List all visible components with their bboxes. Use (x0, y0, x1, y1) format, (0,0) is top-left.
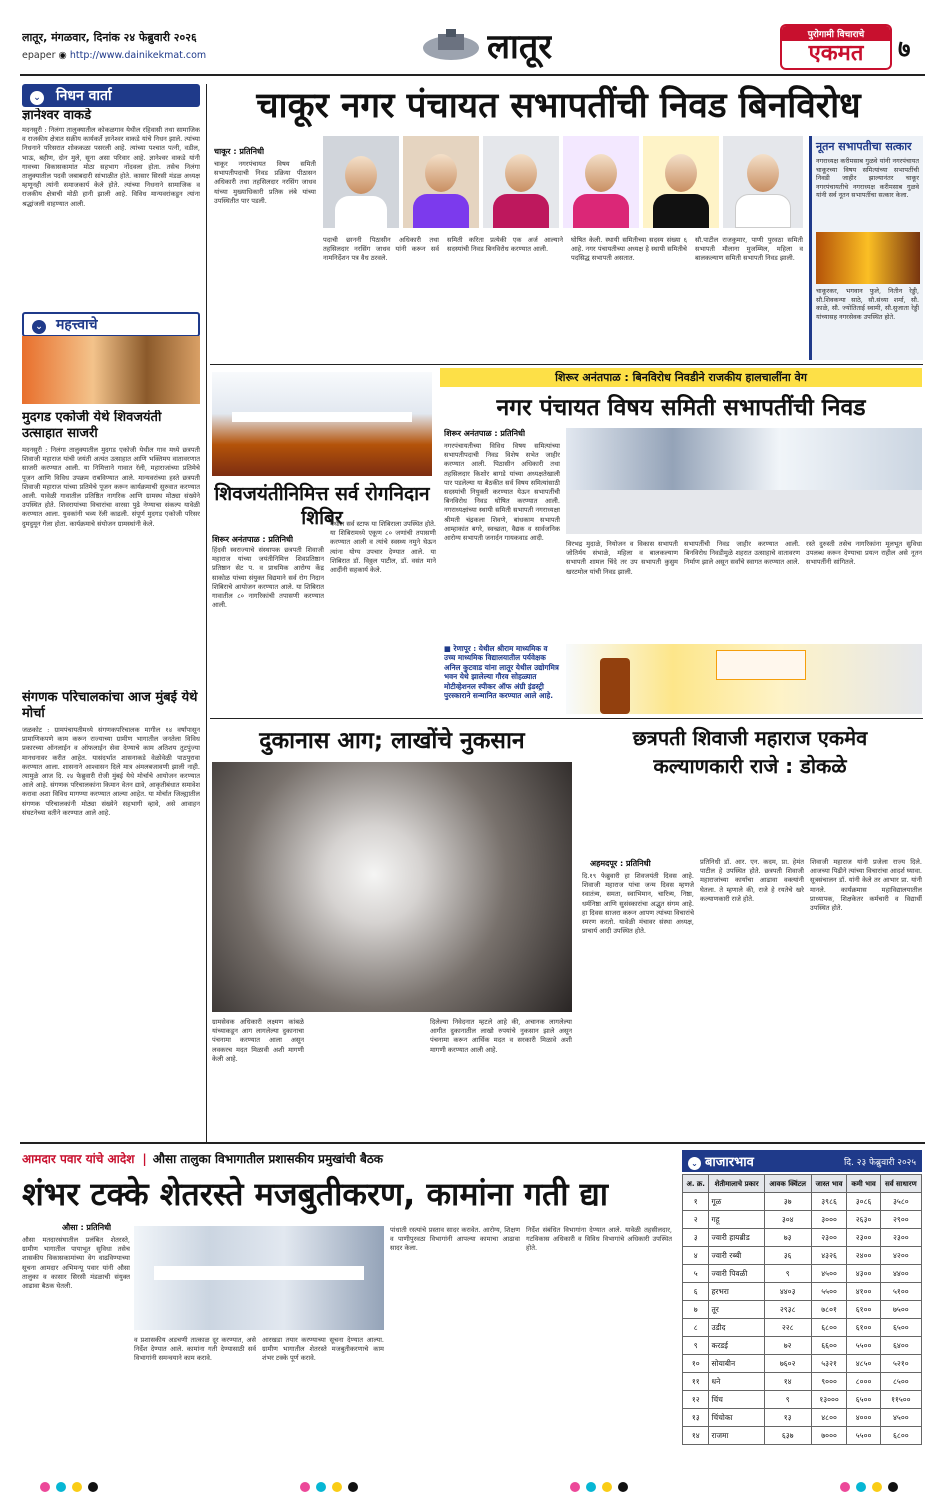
fire-body2: दिलेल्या निवेदनात म्हटले आहे की, अचानक लागलेल्या आगीत दुकानातील लाखो रुपयांचे नुकसान झाले असून पंचनामा करून आर्थिक मदत व सरकारी मिळावे अशी मागणी करण्यात आली आहे. (430, 1018, 572, 1054)
nidhan-section-head (22, 84, 200, 107)
shirur-body2: विरभद्र मुदाळे, नियोजन व विकास सभापती जोतिर्मय संभाळे, महिला व बालकल्याण सभापती शामल चिंदे तर उप सभापती कुसुम खरटमोल यांची निवड झाली. (566, 540, 678, 576)
table-cell: ज्वारी हायब्रीड (709, 1229, 764, 1247)
table-row (683, 1283, 922, 1301)
shivaji-headline-2: कल्याणकारी राजे : डोकळे (653, 754, 847, 778)
table-cell: १० (683, 1355, 709, 1373)
renapur-label: रेणापूर : (453, 644, 477, 653)
table-cell: ८००० (847, 1373, 880, 1391)
table-cell: ७००० (811, 1427, 847, 1445)
table-cell: २३०० (847, 1229, 880, 1247)
renapur-body: येथील श्रीराम माध्यमिक व उच्च माध्यमिक विद्यालयातील पर्यवेक्षक अनिल कुटवाड यांना लातूर येथील उद्योगमित्र भवन येथे झालेल्या गौरव सोहळ्यात मोटीव्हेशनल स्पीकर ऑफ अंग्री इंडस्ट्री पुरस्काराने सन्मानित करण्यात आले आहे. (444, 644, 559, 701)
table-cell: ९००० (811, 1373, 847, 1391)
table-row (683, 1409, 922, 1427)
shirur-byline: शिरूर अनंतपाळ : प्रतिनिधी (444, 429, 526, 438)
table-cell: ५१०० (880, 1283, 921, 1301)
table-cell: ३५८० (880, 1193, 921, 1211)
table-cell: २ (683, 1211, 709, 1229)
brand-name: एकमत (808, 41, 864, 66)
registration-dot (72, 1482, 82, 1492)
table-cell: ९ (764, 1391, 811, 1409)
table-cell: ३ (683, 1229, 709, 1247)
portrait-photo (643, 136, 719, 228)
table-cell: ७ (683, 1301, 709, 1319)
registration-dot (40, 1482, 50, 1492)
chevron-down-icon: ⌄ (32, 320, 46, 334)
registration-marks (0, 1478, 945, 1496)
website-link[interactable]: http://www.dainikekmat.com (69, 50, 207, 61)
row-rule (210, 718, 923, 719)
shirur-body: नगरपंचायतीच्या विविध विषय समित्यांच्या सभापतीपदाची निवड विशेष सभेत जाहीर करण्यात आली. पिठासीन अधिकारी तथा तहसिलदार किशोर बागडे यांच्या अध्यक्षतेखाली पार पडलेल्या या बैठकीत सर्व विषय समित्यांसाठी सदस्यांची नियुक्ती करण्यात येऊन सभापतींची बिनविरोध निवड घोषित करण्यात आली. नगराध्यक्षांच्या स्थायी समिती सभापती नगराध्यक्षा श्रीमती चंद्रकला शिवणे, बांधकाम सभापती आम्हाकांत बगरे, स्वच्छता, वैद्यक व सार्वजनिक आरोग्य सभापती जनार्दन गायकवाड आदी. (444, 442, 560, 543)
dateline: लातूर, मंगळवार, दिनांक २४ फेब्रुवारी २०२६ (22, 31, 197, 44)
felicitation-photo (816, 232, 920, 284)
registration-dot (300, 1482, 310, 1492)
table-cell: ३९८६ (811, 1193, 847, 1211)
market-header (682, 1150, 922, 1172)
nidhan-body: मदनसुरी : निलंगा तालुक्यातील कोकळगाव येथील रहिवासी तथा सामाजिक व राजकीय क्षेत्रात सक्रीय कार्यकर्ते ज्ञानेश्वर वाकडे यांचे निधन झाले. त्यांच्या निधनाने परिसरात शोककळा पसरली आहे. त्यांच्या पश्चात पत्नी, वडील, भाऊ, बहीण, दोन मुले, सूना असा परिवार आहे. ज्ञानेश्वर वाकडे यांनी गावच्या विकासकामांत मोठा सहभाग नोंदवला होता. तसेच निलंगा तालुक्यातील पदवी जबाबदारी सांभाळीत होते. कासार सिरसी मंडळ अध्यक्ष म्हणूनही त्यांनी समाजकार्य केले होते. त्यांच्या निधनाने सामाजिक व राजकीय क्षेत्राची मोठी हानी झाली आहे. विविध मान्यवरांकडून त्यांना श्रद्धांजली वाहण्यात आली. (22, 126, 200, 208)
table-cell: ६८०० (811, 1319, 847, 1337)
main-headline: चाकूर नगर पंचायत सभापतींची निवड बिनविरोध (256, 86, 861, 126)
table-cell: ५ (683, 1265, 709, 1283)
registration-dot (618, 1482, 628, 1492)
table-cell: ६६०० (811, 1337, 847, 1355)
fire-headline: दुकानास आग; लाखोंचे नुकसान (259, 728, 525, 754)
table-cell: गूळ (709, 1193, 764, 1211)
globe-icon: ◉ (58, 50, 67, 61)
table-cell: ४८०० (811, 1409, 847, 1427)
table-cell: ११ (683, 1373, 709, 1391)
table-cell: ६४०० (880, 1337, 921, 1355)
table-cell: ६१०० (847, 1301, 880, 1319)
table-cell: ७८०१ (811, 1301, 847, 1319)
shivjayanti-photo (22, 336, 200, 404)
table-cell: २९३८ (764, 1301, 811, 1319)
shivaji-headline-1: छत्रपती शिवाजी महाराज एकमेव (632, 726, 868, 750)
fire-main-photo (212, 762, 572, 1012)
registration-dot (586, 1482, 596, 1492)
sidebox-body: नगराध्यक्ष करीमसाब गुळवे यांनी नगरपंचायत चाकूरच्या विषय समित्यांच्या सभापतींची निवडी जाहीर झाल्यानंतर चाकूर नगरपंचायतीचे नगराध्यक्ष करीमसाब गुळवे यांनी सर्व नूतन सभापतींचा सत्कार केला. (816, 157, 919, 200)
shirur-meeting-photo (566, 428, 922, 534)
mahattvache-section-head (22, 312, 200, 337)
bottom-body5: निर्देश संबंधित विभागांना देण्यात आले. यावेळी तहसीलदार, गटविकास अधिकारी व विविध विभागांचे अधिकारी उपस्थित होते. (526, 1226, 672, 1253)
table-cell: हरभरा (709, 1283, 764, 1301)
table-cell: करडई (709, 1337, 764, 1355)
epaper-line (22, 50, 206, 61)
table-row (683, 1337, 922, 1355)
table-row (683, 1193, 922, 1211)
table-cell: ११५०० (880, 1391, 921, 1409)
felicitation-sidebox (809, 136, 923, 360)
table-cell: २९०० (880, 1211, 921, 1229)
registration-dot (570, 1482, 580, 1492)
main-byline: चाकूर : प्रतिनिधी (214, 147, 265, 156)
table-cell: ज्वारी पिवळी (709, 1265, 764, 1283)
bottom-strip (22, 1150, 672, 1168)
table-cell: धने (709, 1373, 764, 1391)
shivaji-body3: शिवाजी महाराज यांनी प्रजेला राज्य दिले. आजच्या पिढीने त्यांच्या विचारांचा आदर्श घ्यावा. सूत्रसंचालन डॉ. यांनी केले तर आभार प्रा. यांनी मानले. कार्यक्रमास महाविद्यालयातील प्राध्यापक, शिक्षकेतर कर्मचारी व विद्यार्थी उपस्थित होते. (810, 858, 922, 913)
main-col3: समिती करिता प्रत्येकी एक अर्ज आल्याने सदस्यांची निवड बिनविरोध करण्यात आली. (447, 236, 563, 254)
main-col2: पदाची छाननी पिठासीन अधिकारी तथा तहसिलदार नरसिंग जाधव यांनी करून सर्व नामनिर्देशन पत्र वैध ठरवले. (323, 236, 439, 263)
city-title: लातूर (487, 27, 553, 67)
table-cell: ३०८६ (847, 1193, 880, 1211)
table-cell: ४३२६ (811, 1247, 847, 1265)
table-cell: ४४०० (880, 1265, 921, 1283)
table-cell: ९ (683, 1337, 709, 1355)
market-column-header: शेतीमालाचे प्रकार (709, 1175, 764, 1193)
award-ceremony-photo (566, 644, 922, 714)
registration-dot (602, 1482, 612, 1492)
bottom-body: औसा मतदारसंघातील प्रलंबित शेतरस्ते, ग्रामीण भागातील पायाभूत सुविधा तसेच शासकीय विकासकामांच्या वेग वाढविण्याच्या सूचना आमदार अभिमन्यू पवार यांनी औसा तालुका व कासार सिरसी मंडळाची संयुक्त आढावा बैठक घेतली. (22, 1236, 130, 1291)
table-cell: १२ (683, 1391, 709, 1409)
table-cell: तूर (709, 1301, 764, 1319)
row-rule (210, 364, 923, 365)
table-cell: ७३ (764, 1229, 811, 1247)
table-cell: ६३७ (764, 1427, 811, 1445)
table-cell: ३७ (764, 1193, 811, 1211)
chevron-down-icon: ⌄ (30, 91, 44, 105)
market-column-header: कमी भाव (847, 1175, 880, 1193)
table-cell: ५५०० (847, 1427, 880, 1445)
table-cell: १३ (683, 1409, 709, 1427)
table-cell: १३००० (811, 1391, 847, 1409)
table-cell: ४५०० (880, 1409, 921, 1427)
market-table (682, 1174, 922, 1445)
table-cell: ७५०० (880, 1301, 921, 1319)
table-cell: ज्वारी रब्बी (709, 1247, 764, 1265)
brand-box (780, 24, 892, 70)
section-rule (20, 1142, 925, 1144)
table-cell: १४ (683, 1427, 709, 1445)
table-cell: ४५०० (811, 1265, 847, 1283)
table-row (683, 1427, 922, 1445)
registration-dot (332, 1482, 342, 1492)
table-cell: ५५०० (811, 1283, 847, 1301)
table-cell: २४०० (847, 1247, 880, 1265)
market-title (688, 1152, 754, 1170)
table-row (683, 1319, 922, 1337)
table-cell: चिंचोका (709, 1409, 764, 1427)
table-cell: २६३० (847, 1211, 880, 1229)
table-cell: ४३०० (847, 1265, 880, 1283)
market-column-header: सर्व साधारण (880, 1175, 921, 1193)
sanghatan-body: जळकोट : ग्रामपंचायतीमध्ये संगणकपरिचालक मागील १४ वर्षांपासून प्रामाणिकपणे काम करून राज्याच्या ग्रामीण भागातील जनतेला विविध प्रकारच्या ऑनलाईन व ऑफलाईन सेवा देण्याचे काम अतिशय तुटपुंज्या मानधनावर करीत आहेत. यासंदर्भात शासनाकडे वेळोवेळी पाठपुरावा करण्यात आला. शासनाने आश्वासन दिले मात्र अंमलबजावणी झाली नाही. त्यामुळे आज दि. २४ फेब्रुवारी रोजी मुंबई येथे मोर्चाचे आयोजन करण्यात आले आहे. संगणक परिचालकांना किमान वेतन द्यावे, आकृतीबंधात समावेश करावा अशा विविध मागण्या करण्यात आल्या आहेत. या मोर्चात जिल्ह्यातील संगणक परिचालकांनी मोठ्या संख्येने सहभागी व्हावे, असे आवाहन संघटनेच्या वतीने करण्यात आले आहे. (22, 726, 200, 817)
registration-dot (840, 1482, 850, 1492)
table-cell: २३०० (880, 1229, 921, 1247)
bottom-body4: पांधाती रस्त्यांचे प्रस्ताव सादर करावेत. आरोग्य, शिक्षण व पाणीपुरवठा विभागांनी आपल्या कामाचा आढावा सादर केला. (390, 1226, 520, 1253)
registration-dot (316, 1482, 326, 1492)
registration-dot (88, 1482, 98, 1492)
portrait-photo (723, 136, 803, 228)
nidhan-section-label: निधन वार्ता (56, 88, 112, 104)
registration-dot (56, 1482, 66, 1492)
shivaji-byline: अहमदपूर : प्रतिनिधी (590, 859, 651, 868)
city-logo-icon (420, 28, 482, 64)
table-row (683, 1247, 922, 1265)
chevron-down-icon: ⌄ (688, 1157, 701, 1170)
health-camp-body: हिंदवी स्वराज्याचे संस्थापक छत्रपती शिवाजी महाराज यांच्या जयंतीनिमित्त शिवप्रतिष्ठान प्रतिष्ठान सेट प. व प्राथमिक आरोग्य केंद्र साकोळ यांच्या संयुक्त विद्यमाने सर्व रोग निदान शिबिराचे आयोजन करण्यात आले. या शिबिरात गावातील ८० नागरिकांची तपासणी करण्यात आली. (212, 546, 324, 610)
table-cell: चिंच (709, 1391, 764, 1409)
table-cell: ४८५० (847, 1355, 880, 1373)
table-cell: ३६ (764, 1247, 811, 1265)
table-row (683, 1355, 922, 1373)
nidhan-name: ज्ञानेश्वर वाकडे (22, 108, 92, 123)
table-cell: ४१०० (847, 1283, 880, 1301)
table-cell: राजमा (709, 1427, 764, 1445)
table-cell: १ (683, 1193, 709, 1211)
table-cell: ३००० (811, 1211, 847, 1229)
table-row (683, 1373, 922, 1391)
table-row (683, 1391, 922, 1409)
table-cell: ४४०३ (764, 1283, 811, 1301)
epaper-label: epaper (22, 50, 56, 61)
mahattvache-body: मदनसुरी : निलंगा तालुक्यातील मुदगड एकोजी येथील गाव मध्ये छत्रपती शिवाजी महाराज यांची जयंती अत्यंत उत्साहात आणि भक्तिमय वातावरणात साजरी करण्यात आली. या निमित्ताने गावात रॅली, महाराजांच्या प्रतिमेचे पूजन आणि विविध उपक्रम राबविण्यात आले. मान्यवरांच्या हस्ते छत्रपती शिवाजी महाराज यांच्या प्रतिमेचे पूजन करून कार्यक्रमाची सुरुवात करण्यात आली. यावेळी गावातील प्रतिष्ठित नागरिक आणि ग्रामस्थ मोठ्या संख्येने उपस्थित होते. शिवरायांच्या विचारांचा वारसा पुढे नेण्याचा संकल्प यावेळी करण्यात आला. युवकांनी भव्य रॅली काढली. संपूर्ण मुदगड एकोजी परिसर दुमदुमून गेला होता. कार्यक्रमाचे संयोजन ग्रामस्थांनी केले. (22, 446, 200, 528)
main-col1: चाकूर नगरपंचायत विषय समिती सभापतीपदाची निवड प्रक्रिया पीठासन अधिकारी तथा तहसिलदार नरसिंग जाधव यांच्या मुख्याधिकारी प्रतिक लंबे यांच्या उपस्थितीत पार पडली. (214, 160, 316, 205)
review-meeting-photo (134, 1226, 384, 1330)
portrait-photo (323, 136, 399, 228)
table-cell: ६ (683, 1283, 709, 1301)
table-cell: ९ (764, 1265, 811, 1283)
portrait-photo (563, 136, 639, 228)
table-cell: १३ (764, 1409, 811, 1427)
table-row (683, 1211, 922, 1229)
mahattvache-section-label: महत्त्वाचे (56, 317, 98, 333)
table-row (683, 1265, 922, 1283)
sidebox-body2: चाकूरकर, भगवान फुले, नितीन रेड्डी, सौ.शिवकन्या साठे, सौ.संध्या शर्मा, सौ. काळे, सौ. ज्योतिताई स्वामी, सौ.सुजाता रेड्डी यांच्यासह नगरसेवक उपस्थित होते. (816, 287, 919, 321)
table-cell: २३०० (811, 1229, 847, 1247)
separator: | (142, 1152, 147, 1166)
portrait-photo (403, 136, 479, 228)
renapur-brief (444, 644, 560, 712)
bottom-byline: औसा : प्रतिनिधी (62, 1223, 112, 1232)
registration-dot (872, 1482, 882, 1492)
table-cell: ६८०० (880, 1427, 921, 1445)
shirur-body3: सभापतींची निवड जाहीर करण्यात आली. बिनविरोध निवडीमुळे शहरात उत्साहाचे वातावरण निर्माण झाले असून सर्वांचे स्वागत करण्यात आले. (684, 540, 800, 567)
health-camp-body2: येथील सर्व स्टाफ या शिबिराला उपस्थित होते. या शिबिरामध्ये एकूण ८० जणांची तपासणी करण्यात आली व त्यांचे स्वस्थ्य नमुने घेऊन त्यांना योग्य उपचार देण्यात आले. या शिबिरात डॉ. विठ्ठल पाटील, डॉ. वसंत माने आदींनी सहकार्य केले. (330, 520, 436, 575)
table-cell: सोयाबीन (709, 1355, 764, 1373)
shivaji-body2: प्रतिनिधी डॉ. आर. एन. कदम, प्रा. हेमंत पाटील हे उपस्थित होते. छत्रपती शिवाजी महाराजांच्या कार्याचा आढावा वक्त्यांनी घेतला. ते म्हणाले की, राजे हे रयतेचे खरे कल्याणकारी राजे होते. (700, 858, 804, 903)
health-camp-byline: शिरूर अनंतपाळ : प्रतिनिधी (212, 535, 294, 544)
table-cell: ६५०० (880, 1319, 921, 1337)
portrait-photo (483, 136, 559, 228)
square-bullet-icon: ■ (444, 644, 451, 653)
registration-dot (856, 1482, 866, 1492)
table-cell: ५२१० (880, 1355, 921, 1373)
table-row (683, 1229, 922, 1247)
table-cell: ६५०० (847, 1391, 880, 1409)
table-cell: ३०४ (764, 1211, 811, 1229)
market-date: दि. २३ फेब्रुवारी २०२५ (843, 1157, 916, 1168)
brand-tagline: पुरोगामी विचाराचे (782, 26, 890, 41)
table-cell: ८५०० (880, 1373, 921, 1391)
fire-body3: ग्रामसेवक अधिकारी लक्ष्मण कांबळे यांच्याकडून आग लागलेल्या दुकानाचा पंचनामा करण्यात आला असून लवकरच मदत मिळावी अशी मागणी केली आहे. (212, 1018, 304, 1063)
table-cell: ७२ (764, 1337, 811, 1355)
table-cell: उडीद (709, 1319, 764, 1337)
market-table-wrap (682, 1174, 922, 1445)
page-number: ७ (898, 35, 911, 63)
bottom-headline: शंभर टक्के शेतरस्ते मजबुतीकरण, कामांना गती द्या (22, 1175, 609, 1213)
table-cell: ६१०० (847, 1319, 880, 1337)
bottom-body3: आरखडा तयार करण्याच्या सूचना देण्यात आल्या. ग्रामीण भागातील शेतरस्ते मजबुतीकरणाचे काम शंभर टक्के पूर्ण करावे. (262, 1336, 384, 1363)
health-camp-title: शिवजयंतीनिमित्त सर्व रोगनिदान शिबिर (214, 483, 430, 529)
main-col5: सौ.पाटील राजकुमार, पाणी पुरवठा समिती सभापती मौलाना मुजम्मिल, महिला व बालकल्याण समिती सभापती निवड झाली. (695, 236, 803, 263)
registration-dot (348, 1482, 358, 1492)
sidebox-title: नूतन सभापतीचा सत्कार (816, 140, 912, 153)
table-cell: ४२०० (880, 1247, 921, 1265)
mahattvache-title: मुदगड एकोजी येथे शिवजयंती उत्साहात साजरी (22, 410, 162, 441)
fire-body-continued (308, 1018, 426, 1136)
bottom-strip-1: आमदार पवार यांचे आदेश (22, 1152, 135, 1166)
table-cell: ४००० (847, 1409, 880, 1427)
table-cell: गहू (709, 1211, 764, 1229)
market-column-header: अ. क्र. (683, 1175, 709, 1193)
table-cell: ५३२१ (811, 1355, 847, 1373)
market-column-header: आवक क्विंटल (764, 1175, 811, 1193)
table-cell: ७६०२ (764, 1355, 811, 1373)
shirur-strip: शिरूर अनंतपाळ : बिनविरोध निवडीने राजकीय हालचालींना वेग (440, 368, 922, 387)
table-cell: १४ (764, 1373, 811, 1391)
header-rule (20, 74, 925, 76)
table-cell: ४ (683, 1247, 709, 1265)
bottom-body2: व प्रशासकीय अडचणी तात्काळ दूर करण्यात, असे निर्देश देण्यात आले. कामांना गती देण्यासाठी सर्व विभागांनी समन्वयाने काम करावे. (134, 1336, 256, 1363)
sanghatan-title: संगणक परिचालकांचा आज मुंबई येथे मोर्चा (22, 690, 198, 721)
registration-dot (888, 1482, 898, 1492)
shirur-headline: नगर पंचायत विषय समिती सभापतींची निवड (496, 395, 866, 421)
market-column-header: जास्त भाव (811, 1175, 847, 1193)
shivaji-body: दि.१९ फेब्रुवारी हा शिवजयंती दिवस आहे. शिवाजी महाराज यांचा जन्म दिवस म्हणजे स्वातंत्र्य, समता, स्वाभिमान, चारित्र्य, निष्ठा, धर्मनिष्ठा आणि सुसंस्कारांचा अद्भुत संगम आहे. हा दिवस साजरा करून आपण त्यांच्या विचारांचे स्मरण करतो. यावेळी मंचावर संस्था अध्यक्ष, प्राचार्य आदी उपस्थित होते. (582, 872, 694, 936)
table-cell: ५५०० (847, 1337, 880, 1355)
table-row (683, 1301, 922, 1319)
health-camp-photo (212, 372, 432, 476)
table-cell: ८ (683, 1319, 709, 1337)
column-rule (206, 84, 207, 1144)
shirur-body4: रस्ते दुरुस्ती तसेच नागरिकांना मूलभूत सुविधा उपलब्ध करून देण्याचा प्रयत्न राहील असे नूतन सभापतींनी सांगितले. (806, 540, 922, 567)
bottom-strip-2: औसा तालुका विभागातील प्रशासकीय प्रमुखांची बैठक (152, 1152, 384, 1166)
portraits-row (323, 136, 803, 228)
table-cell: २२८ (764, 1319, 811, 1337)
market-title-label: बाजारभाव (705, 1155, 754, 1170)
main-col4: घोषित केली. स्थायी समितीच्या सदस्य संख्या ६ आहे. नगर पंचायतीच्या अध्यक्ष हे स्थायी समितीचे पदसिद्ध सभापती असतात. (571, 236, 687, 263)
